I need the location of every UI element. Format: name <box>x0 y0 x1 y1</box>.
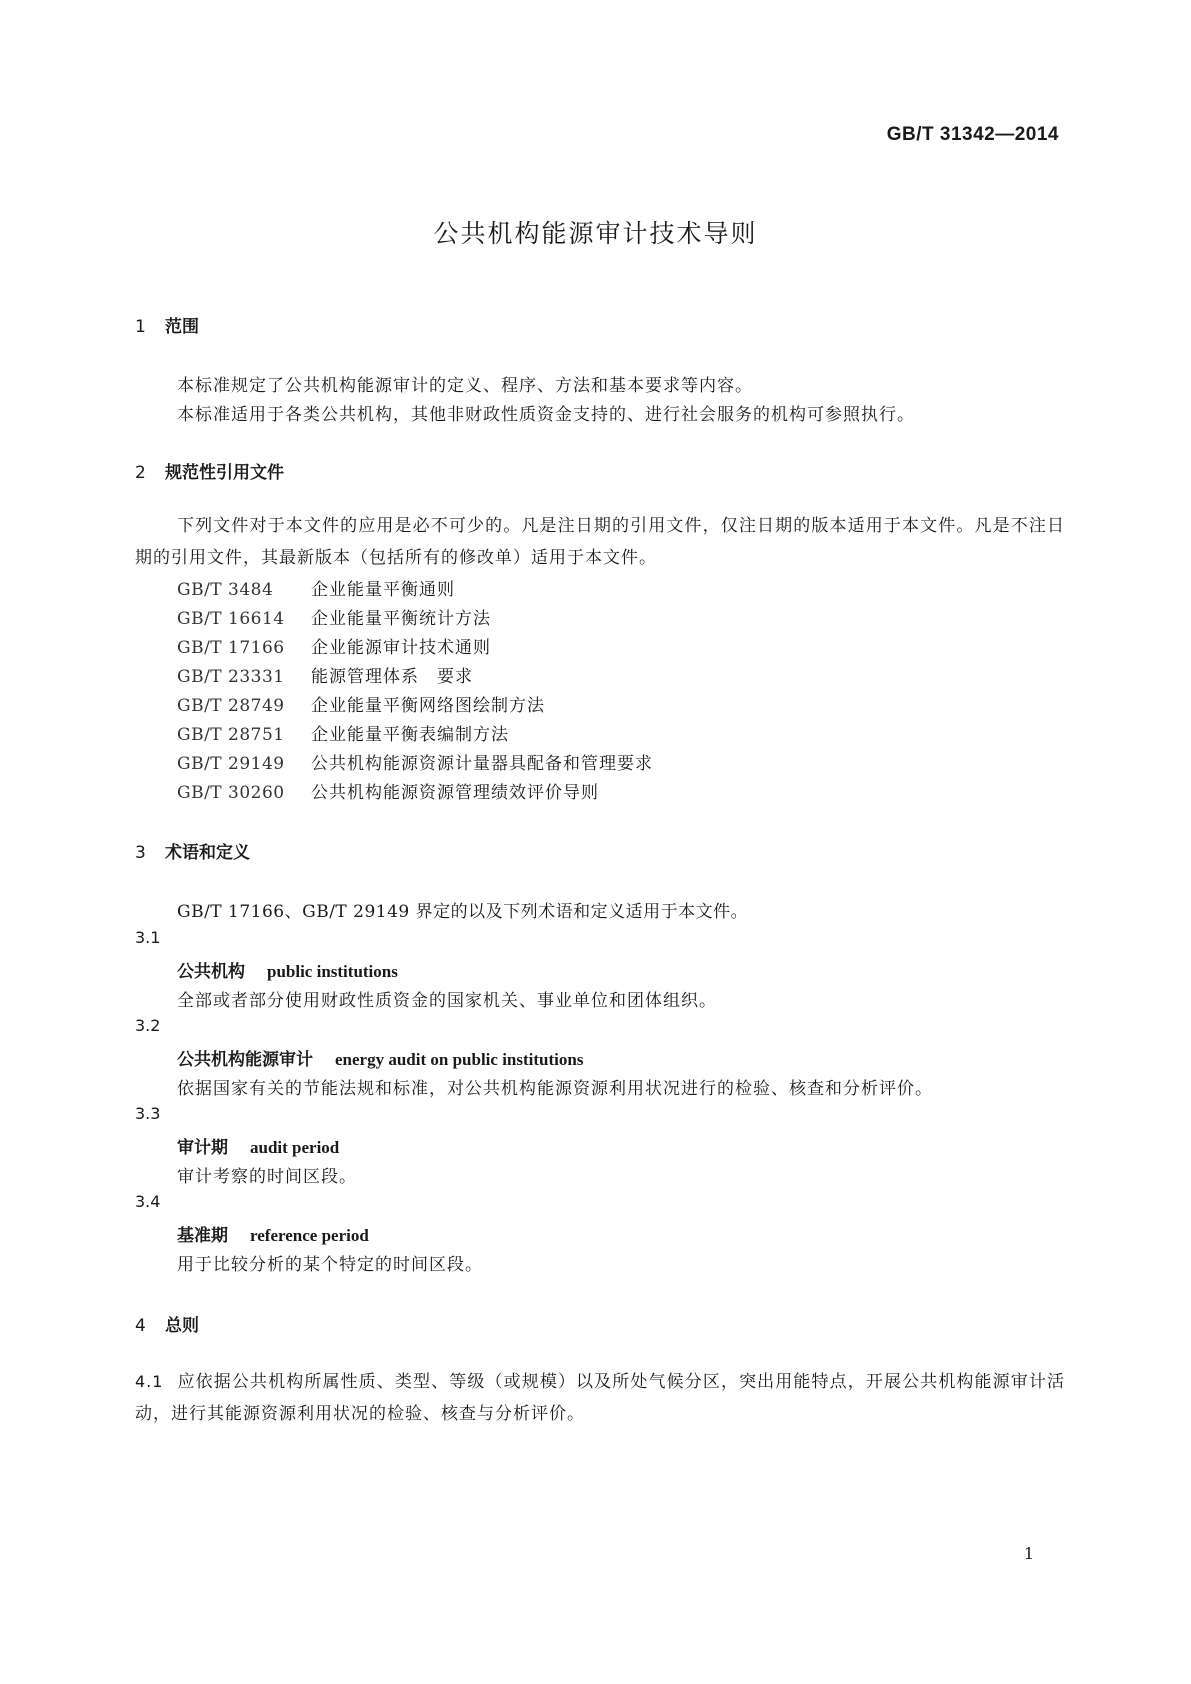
reference-code: GB/T 17166 <box>177 638 285 658</box>
term-chinese: 审计期 <box>177 1138 228 1158</box>
section-1-paragraph-1: 本标准规定了公共机构能源审计的定义、程序、方法和基本要求等内容。 <box>177 376 753 396</box>
term-number: 3.2 <box>135 1016 161 1035</box>
term-english: energy audit on public institutions <box>335 1050 584 1069</box>
section-2-heading <box>135 458 284 483</box>
reference-code: GB/T 16614 <box>177 609 285 629</box>
reference-code: GB/T 23331 <box>177 667 285 687</box>
term-english: public institutions <box>267 962 398 981</box>
reference-code: GB/T 3484 <box>177 580 274 600</box>
term-chinese: 公共机构能源审计 <box>177 1050 313 1070</box>
section-title: 范围 <box>165 317 199 337</box>
reference-title: 能源管理体系 要求 <box>311 667 473 687</box>
section-4-heading <box>135 1311 199 1336</box>
term-name <box>177 957 398 982</box>
reference-code: GB/T 28751 <box>177 725 285 745</box>
reference-item <box>177 662 473 687</box>
section-3-intro: GB/T 17166、GB/T 29149 界定的以及下列术语和定义适用于本文件。 <box>177 902 749 922</box>
term-definition: 依据国家有关的节能法规和标准，对公共机构能源资源利用状况进行的检验、核查和分析评价。 <box>177 1079 933 1099</box>
section-number: 1 <box>135 317 146 337</box>
term-number: 3.1 <box>135 928 161 947</box>
section-number: 4 <box>135 1316 146 1336</box>
section-title: 总则 <box>165 1316 199 1336</box>
section-1-paragraph-2: 本标准适用于各类公共机构，其他非财政性质资金支持的、进行社会服务的机构可参照执行。 <box>177 405 915 425</box>
term-definition: 审计考察的时间区段。 <box>177 1167 357 1187</box>
clause-text: 应依据公共机构所属性质、类型、等级（或规模）以及所处气候分区，突出用能特点，开展公共机构能源审计活动，进行其能源资源利用状况的检验、核查与分析评价。 <box>135 1372 1065 1424</box>
reference-code: GB/T 29149 <box>177 754 285 774</box>
reference-title: 企业能量平衡统计方法 <box>311 609 491 629</box>
term-name <box>177 1133 339 1158</box>
term-number: 3.3 <box>135 1104 161 1123</box>
reference-code: GB/T 30260 <box>177 783 285 803</box>
term-english: reference period <box>250 1226 369 1245</box>
term-name <box>177 1221 369 1246</box>
reference-item <box>177 633 491 658</box>
term-definition: 用于比较分析的某个特定的时间区段。 <box>177 1255 483 1275</box>
reference-title: 企业能量平衡通则 <box>311 580 455 600</box>
reference-title: 公共机构能源资源管理绩效评价导则 <box>311 783 599 803</box>
reference-item <box>177 575 455 600</box>
term-name <box>177 1045 583 1070</box>
page-number: 1 <box>1023 1544 1034 1563</box>
reference-title: 企业能量平衡表编制方法 <box>311 725 509 745</box>
section-title: 规范性引用文件 <box>165 463 284 483</box>
reference-code: GB/T 28749 <box>177 696 285 716</box>
section-1-heading <box>135 312 199 337</box>
document-title: 公共机构能源审计技术导则 <box>433 219 758 248</box>
section-title: 术语和定义 <box>165 843 250 863</box>
section-number: 2 <box>135 463 146 483</box>
reference-item <box>177 749 653 774</box>
clause-number: 4.1 <box>135 1372 164 1391</box>
term-english: audit period <box>250 1138 340 1157</box>
section-number: 3 <box>135 843 146 863</box>
reference-item <box>177 691 545 716</box>
reference-title: 公共机构能源资源计量器具配备和管理要求 <box>311 754 653 774</box>
standard-code: GB/T 31342—2014 <box>886 124 1059 145</box>
term-chinese: 公共机构 <box>177 962 245 982</box>
section-3-heading <box>135 838 250 863</box>
term-number: 3.4 <box>135 1192 161 1211</box>
section-2-intro: 下列文件对于本文件的应用是必不可少的。凡是注日期的引用文件，仅注日期的版本适用于本文件。凡是不注日期的引用文件，其最新版本（包括所有的修改单）适用于本文件。 <box>135 516 1065 568</box>
reference-title: 企业能量平衡网络图绘制方法 <box>311 696 545 716</box>
clause-4-1 <box>135 1366 1065 1430</box>
reference-title: 企业能源审计技术通则 <box>311 638 491 658</box>
reference-item <box>177 778 599 803</box>
term-chinese: 基准期 <box>177 1226 228 1246</box>
reference-item <box>177 720 509 745</box>
reference-item <box>177 604 491 629</box>
term-definition: 全部或者部分使用财政性质资金的国家机关、事业单位和团体组织。 <box>177 991 717 1011</box>
